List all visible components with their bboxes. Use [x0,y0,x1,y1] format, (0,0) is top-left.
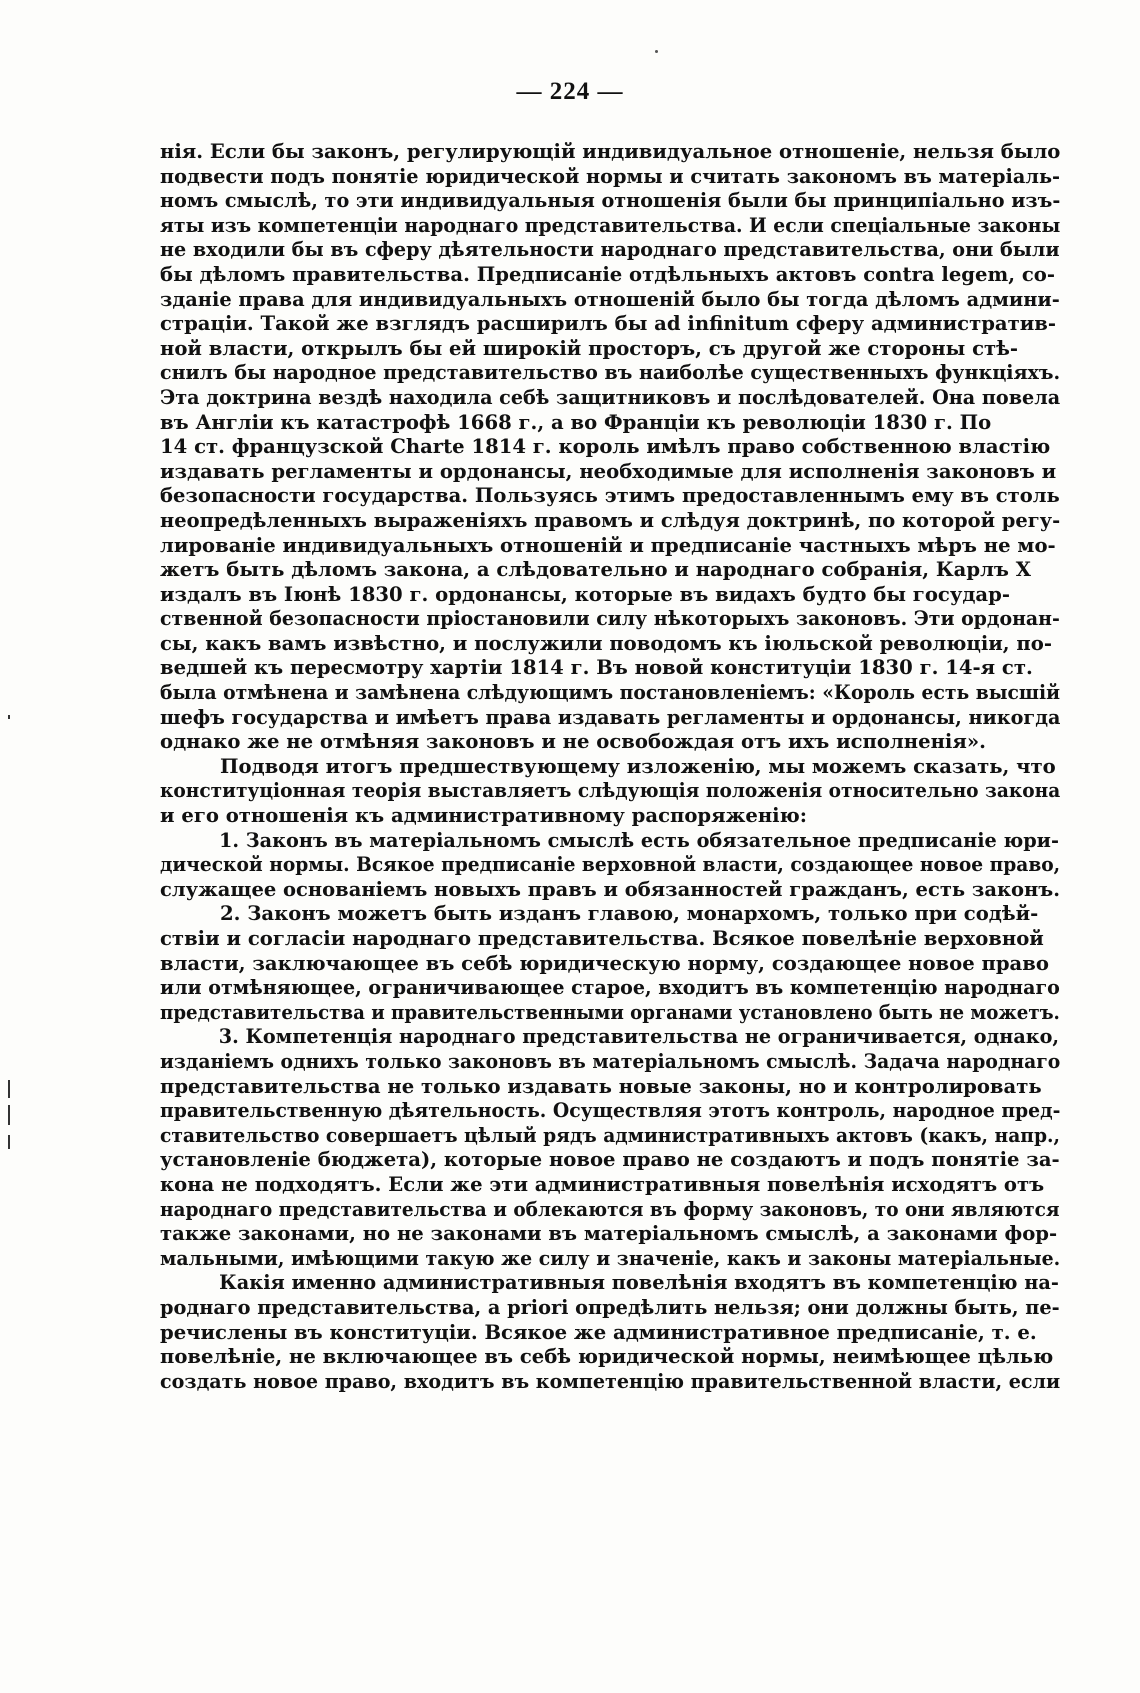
text-line: служащее основаніемъ новыхъ правъ и обязанностей гражданъ, есть законъ. [160,877,1061,901]
text-line: также законами, но не законами въ матеріальномъ смыслѣ, а законами фор- [160,1222,1058,1246]
text-line: яты изъ компетенціи народнаго представительства. И если спеціальные законы [160,213,1061,237]
text-line: номъ смыслѣ, то эти индивидуальныя отношенія были бы принципіально изъ- [160,189,1061,213]
text-line: представительства и правительственными органами установлено быть не можетъ. [160,1000,1060,1024]
text-line: ствіи и согласіи народнаго представительства. Всякое повелѣніе верховной [160,927,1044,950]
text-line: безопасности государства. Пользуясь этимъ предоставленнымъ ему въ столь [160,484,1060,508]
numbered-point-2: 2. Законъ можетъ быть изданъ главою, монархомъ, только при содѣй- [220,902,1039,926]
text-line: однако же не отмѣняя законовъ и не освобождая отъ ихъ исполненія». [160,730,986,754]
text-line: ведшей къ пересмотру хартіи 1814 г. Въ новой конституціи 1830 г. 14-я ст. [160,656,1033,680]
text-line: издавать регламенты и ордонансы, необходимые для исполненія законовъ и [160,459,1057,483]
paragraph-first-line: Подводя итогъ предшествующему изложенію, мы можемъ сказать, что [220,754,1056,778]
text-line: шефъ государства и имѣетъ права издавать регламенты и ордонансы, никогда [160,705,1061,729]
text-line: въ Англіи къ катастрофѣ 1668 г., а во Франціи къ революціи 1830 г. По [160,410,992,434]
page-number: — 224 — [516,78,624,105]
text-line: дической нормы. Всякое предписаніе верховной власти, создающее новое право, [160,853,1061,877]
text-line: страціи. Такой же взглядъ расширилъ бы ad infinitum сферу административ- [160,312,1057,336]
text-line: зданіе права для индивидуальныхъ отношеній было бы тогда дѣломъ админи- [160,287,1060,311]
text-line: нія. Если бы законъ, регулирующій индивидуальное отношеніе, нельзя было [160,140,1060,163]
text-line: 14 ст. французской Charte 1814 г. король имѣлъ право собственною властію [160,435,1051,459]
scan-speck [655,50,658,53]
text-line: снилъ бы народное представительство въ наиболѣе существенныхъ функціяхъ. [160,361,1061,385]
text-line: власти, заключающее въ себѣ юридическую норму, создающее новое право [160,951,1049,975]
text-line: речислены въ конституціи. Всякое же административное предписаніе, т. е. [160,1320,1037,1344]
text-line: не входили бы въ сферу дѣятельности народнаго представительства, они были [160,238,1060,262]
text-line: роднаго представительства, a priori опредѣлить нельзя; они должны быть, пе- [160,1295,1060,1319]
text-line: ставительство совершаетъ цѣлый рядъ административныхъ актовъ (какъ, напр., [160,1123,1061,1147]
text-line: подвести подъ понятіе юридической нормы и считать закономъ въ матеріаль- [160,164,1061,188]
text-line: или отмѣняющее, ограничивающее старое, входитъ въ компетенцію народнаго [160,976,1060,1000]
text-line: была отмѣнена и замѣнена слѣдующимъ постановленіемъ: «Король есть высшій [160,681,1061,705]
text-line: конституціонная теорія выставляетъ слѣдующія положенія относительно закона [160,779,1061,803]
text-line: установленіе бюджета), которые новое право не создаютъ и подъ понятіе за- [160,1148,1060,1172]
text-line: лированіе индивидуальныхъ отношеній и предписаніе частныхъ мѣръ не мо- [160,533,1056,557]
text-line: народнаго представительства и облекаются въ форму законовъ, то они являются [160,1197,1060,1221]
body-text [160,140,1060,1394]
text-line: правительственную дѣятельность. Осуществляя этотъ контроль, народное пред- [160,1099,1061,1123]
text-line: ной власти, открылъ бы ей широкій просторъ, съ другой же стороны стѣ- [160,336,1019,360]
numbered-point-1: 1. Законъ въ матеріальномъ смыслѣ есть обязательное предписаніе юри- [218,828,1059,852]
text-line: создать новое право, входитъ въ компетенцію правительственной власти, если [160,1369,1061,1393]
text-line: жетъ быть дѣломъ закона, а слѣдовательно и народнаго собранія, Карлъ X [160,558,1031,582]
text-line: бы дѣломъ правительства. Предписаніе отдѣльныхъ актовъ contra legem, со- [160,262,1055,286]
text-line: повелѣніе, не включающее въ себѣ юридической нормы, неимѣющее цѣлью [160,1345,1054,1369]
text-line: кона не подходятъ. Если же эти административныя повелѣнія исходятъ отъ [160,1172,1045,1196]
text-line: представительства не только издавать новые законы, но и контролировать [160,1074,1042,1098]
text-line: мальными, имѣющими такую же силу и значеніе, какъ и законы матеріальные. [160,1246,1061,1270]
text-line: изданіемъ однихъ только законовъ въ матеріальномъ смыслѣ. Задача народнаго [160,1049,1061,1073]
margin-mark [8,1080,10,1098]
text-line: ственной безопасности пріостановили силу нѣкоторыхъ законовъ. Эти ордонан- [160,607,1060,631]
text-line: неопредѣленныхъ выраженіяхъ правомъ и слѣдуя доктринѣ, по которой регу- [160,508,1061,532]
paragraph-first-line: Какія именно административныя повелѣнія входятъ въ компетенцію на- [219,1271,1059,1295]
margin-mark [8,1135,10,1149]
text-line: и его отношенія къ административному распоряженію: [160,804,807,828]
text-line: сы, какъ вамъ извѣстно, и послужили поводомъ къ іюльской революціи, по- [160,631,1052,655]
text-line: Эта доктрина вездѣ находила себѣ защитниковъ и послѣдователей. Она повела [160,385,1061,409]
numbered-point-3: 3. Компетенція народнаго представительства не ограничивается, однако, [218,1025,1060,1049]
margin-mark [8,1105,10,1125]
margin-mark [8,715,10,719]
text-line: издалъ въ Іюнѣ 1830 г. ордонансы, которые въ видахъ будто бы государ- [160,582,1010,606]
